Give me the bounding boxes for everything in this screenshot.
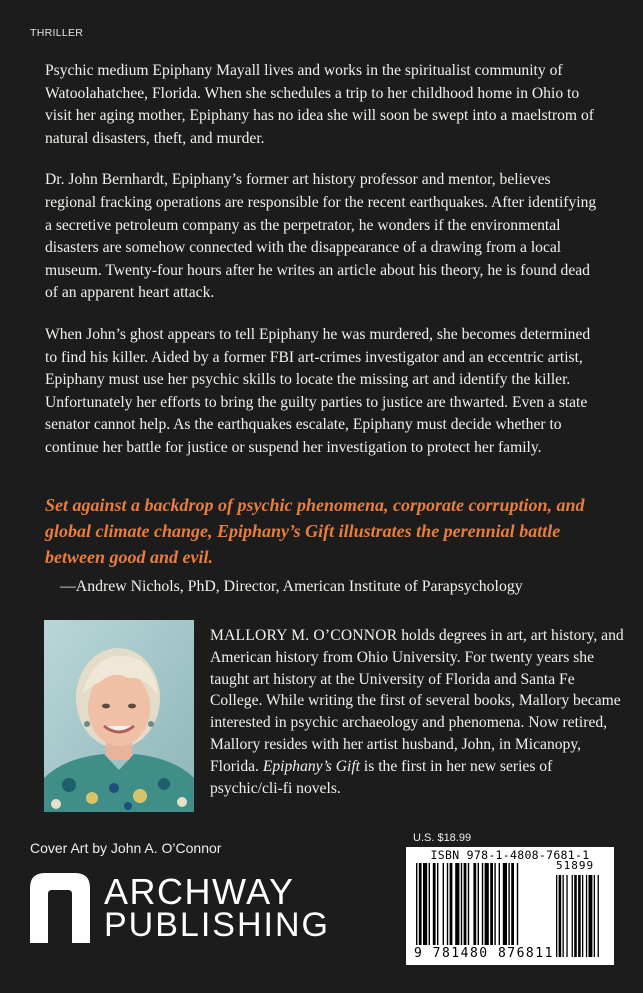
barcode-bar bbox=[468, 863, 469, 945]
barcode-addon-bar bbox=[556, 875, 557, 957]
barcode-bar bbox=[499, 863, 500, 945]
barcode-bar bbox=[437, 863, 438, 945]
cover-art-credit: Cover Art by John A. O’Connor bbox=[30, 840, 222, 856]
barcode-bar bbox=[419, 863, 422, 945]
isbn-text: ISBN 978-1-4808-7681-1 bbox=[430, 848, 590, 862]
barcode-bar bbox=[455, 863, 459, 945]
barcode-bar bbox=[429, 863, 430, 945]
barcode-addon-bar bbox=[572, 875, 573, 957]
addon-digits: 51899 bbox=[556, 859, 595, 872]
author-photo bbox=[44, 620, 194, 812]
barcode-bar bbox=[517, 863, 518, 945]
barcode-bar bbox=[443, 863, 444, 945]
genre-label: THRILLER bbox=[30, 27, 84, 39]
barcode-bar bbox=[511, 863, 514, 945]
barcode-bar bbox=[508, 863, 509, 945]
isbn-barcode bbox=[406, 847, 614, 965]
barcode-bar bbox=[416, 863, 417, 945]
barcode-addon-bar bbox=[578, 875, 581, 957]
publisher-name-line1: ARCHWAY bbox=[104, 871, 295, 912]
publisher-name-line2: PUBLISHING bbox=[104, 906, 330, 944]
barcode-bar bbox=[433, 863, 436, 945]
endorsement-quote: Set against a backdrop of psychic phenomena, corporate corruption, and global climate change, Epiphany’s Gift illustrates the perennial battle between good and evil. bbox=[45, 495, 585, 567]
barcode-addon-bar bbox=[589, 875, 593, 957]
barcode-addon-bar bbox=[598, 875, 599, 957]
barcode-addon-bar bbox=[566, 875, 567, 957]
barcode-addon-bar bbox=[559, 875, 562, 957]
blurb-paragraph-1: Psychic medium Epiphany Mayall lives and works in the spiritualist community of Watoolahatchee, Florida. When she schedules a trip to her childhood home in Ohio to visit her aging mother, Epiphany has no idea she will soon be swept into a maelstrom of natural disasters, theft, and murder. bbox=[45, 62, 594, 147]
blurb-paragraph-2: Dr. John Bernhardt, Epiphany’s former art history professor and mentor, believes regional fracking operations are responsible for the recent earthquakes. After identifying a secretive petroleum company as the perpetrator, he wonders if the environmental disasters are somehow connected with the disappearance of a drawing from a local museum. Twenty-four hours after he writes an article about his theory, he is found dead of an apparent heart attack. bbox=[45, 171, 597, 302]
barcode-bar bbox=[485, 863, 489, 945]
barcode-addon-bar bbox=[563, 875, 564, 957]
barcode-bar bbox=[464, 863, 467, 945]
barcode-bar bbox=[482, 863, 483, 945]
barcode-bar bbox=[473, 863, 476, 945]
barcode-bar bbox=[450, 863, 453, 945]
barcode-bar bbox=[447, 863, 448, 945]
barcode-bar bbox=[503, 863, 507, 945]
author-photo-illustration bbox=[44, 620, 194, 812]
blurb-paragraph-3: When John’s ghost appears to tell Epiphany he was murdered, she becomes determined to find his killer. Aided by a former FBI art-crimes investigator and an eccentric artist, Epiphany must use her psychic skills to locate the missing art and identify the killer. Unfortunately her efforts to bring the guilty parties to justice are thwarted. Even a state senator cannot help. As the earthquakes escalate, Epiphany must decide whether to continue her battle for justice or suspend her investigation to protect her family. bbox=[45, 325, 591, 456]
barcode-bar bbox=[490, 863, 493, 945]
barcode-addon-bar bbox=[582, 875, 583, 957]
author-bio bbox=[210, 625, 628, 799]
ean-digits: 9 781480 876811 bbox=[414, 946, 554, 961]
price-label: U.S. $18.99 bbox=[413, 832, 472, 844]
barcode-addon-bar bbox=[594, 875, 595, 957]
barcode-bar bbox=[478, 863, 479, 945]
barcode-addon-bar bbox=[574, 875, 577, 957]
endorsement-attribution: —Andrew Nichols, PhD, Director, American Institute of Parapsychology bbox=[60, 578, 523, 595]
barcode-bar bbox=[461, 863, 462, 945]
author-bio-text: holds degrees in art, art history, and American history from Ohio University. For twenty years she taught art history at the University of Florida and Santa Fe College. While writing the first of several books, Mallory became interested in psychic archaeology and phenomena. Now retired, Mallory resides with her artist husband, John, in Micanopy, Florida. bbox=[210, 627, 624, 775]
book-title: Epiphany’s Gift bbox=[262, 757, 361, 775]
author-bio-text-end: is the first in her new series of psychic/cli-fi novels. bbox=[210, 757, 553, 797]
barcode-bar bbox=[423, 863, 427, 945]
barcode-addon-bar bbox=[586, 875, 587, 957]
back-cover-blurb bbox=[45, 60, 605, 479]
barcode-bar bbox=[494, 863, 495, 945]
author-name: MALLORY M. O’CONNOR bbox=[210, 627, 398, 644]
